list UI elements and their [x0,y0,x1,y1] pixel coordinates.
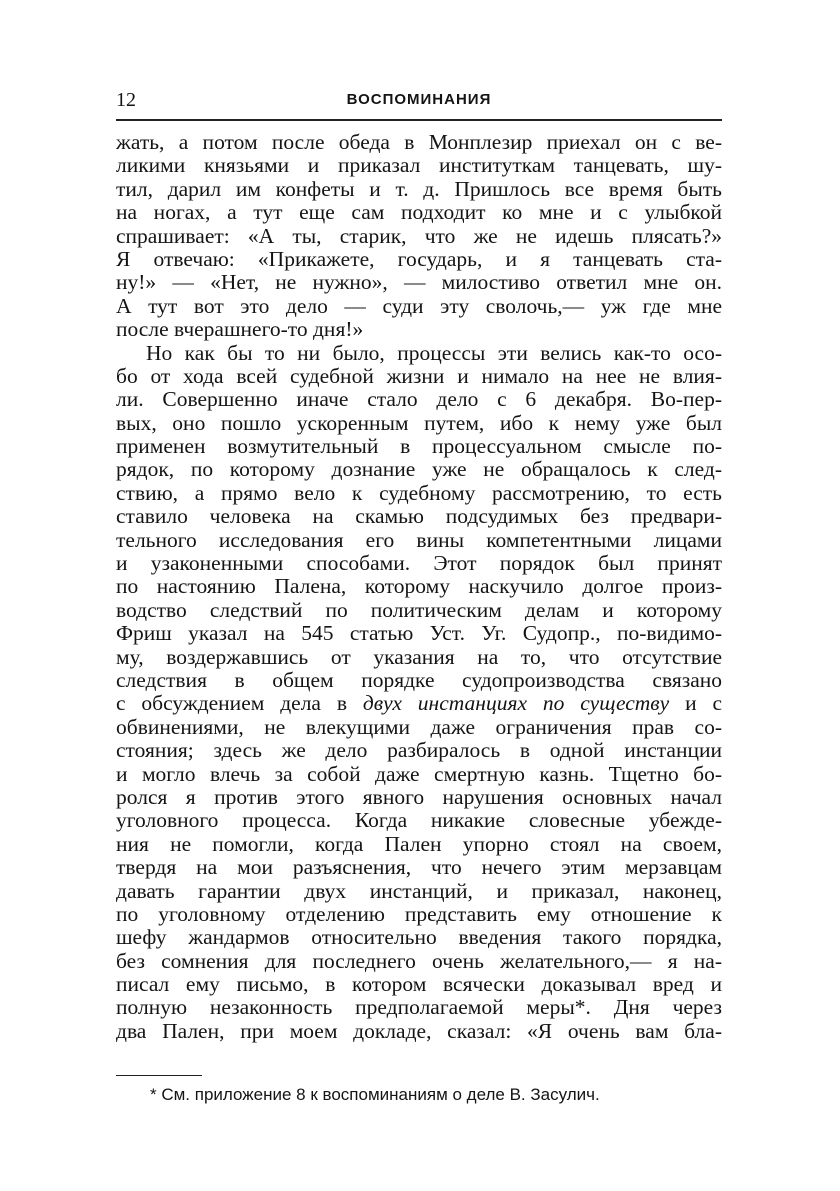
text-line: полную незаконность предполагаемой меры*. Дня через [116,995,722,1020]
text-line: вых, оно пошло ускоренным путем, ибо к нему уже был [116,410,722,435]
text-line: обвинениями, не влекущими даже ограничения прав со- [116,714,722,739]
text-line: ну!» — «Нет, не нужно», — милостиво ответил мне он. [116,270,722,295]
text-line: по уголовному отделению представить ему отношение к [116,901,722,926]
text-line: ролся я против этого явного нарушения основных начал [116,784,722,809]
running-title: ВОСПОМИНАНИЯ [346,91,492,108]
text-line: давать гарантии двух инстанций, и приказал, наконец, [116,878,722,903]
text-line: шефу жандармов относительно введения такого порядка, [116,925,722,950]
text-line: А тут вот это дело — суди эту сволочь,— уж где мне [116,293,722,318]
text-line: писал ему письмо, в котором всячески доказывал вред и [116,972,722,997]
text-line: спрашивает: «А ты, старик, что же не идешь плясать?» [116,223,722,248]
text-line: на ногах, а тут еще сам подходит ко мне и с улыбкой [116,200,722,225]
paragraph-start-line: Но как бы то ни было, процессы эти велись как-то осо- [146,340,722,365]
text-line: Фриш указал на 545 статью Уст. Уг. Судопр., по-видимо- [116,621,722,646]
text-line: с обсуждением дела в двух инстанциях по существу и с [116,691,723,716]
body-text [116,131,722,1043]
text-line: тельного исследования его вины компетентными лицами [116,527,722,552]
text-line: два Пален, при моем докладе, сказал: «Я очень вам бла- [116,1018,722,1043]
page-header [116,88,722,114]
text-line: и могло влечь за собой даже смертную казнь. Тщетно бо- [116,761,722,786]
text-line: стояния; здесь же дело разбиралось в одной инстанции [116,738,722,763]
text-line: после вчерашнего-то дня!» [116,317,364,342]
text-line: следствия в общем порядке судопроизводства связано [116,667,722,692]
text-line: тил, дарил им конфеты и т. д. Пришлось все время быть [116,176,722,201]
text-line: ния не помогли, когда Пален упорно стоял на своем, [116,831,722,856]
header-rule [116,119,722,121]
text-line: ствию, а прямо вело к судебному рассмотрению, то есть [116,480,722,505]
text-line: ставило человека на скамью подсудимых без предвари- [116,504,722,529]
text-line: без сомнения для последнего очень желательного,— я на- [116,948,722,973]
text-line: водство следствий по политическим делам и которому [116,597,722,622]
text-line: твердя на мои разъяснения, что нечего этим мерзавцам [116,855,722,880]
text-line: ликими князьями и приказал институткам танцевать, шу- [116,153,722,178]
text-line: рядок, по которому дознание уже не обращалось к след- [116,457,722,482]
footnote-rule [116,1075,202,1076]
text-line: бо от хода всей судебной жизни и нимало на нее не влия- [116,363,722,388]
text-line: применен возмутительный в процессуальном смысле по- [116,434,722,459]
emphasized-phrase: двух инстанциях по существу [362,691,670,716]
page-number: 12 [116,89,136,111]
text-line: ли. Совершенно иначе стало дело с 6 декабря. Во-пер- [116,387,722,412]
text-line: Я отвечаю: «Прикажете, государь, и я танцевать ста- [116,246,722,271]
text-line: жать, а потом после обеда в Монплезир приехал он с ве- [116,130,722,154]
footnote: * См. приложение 8 к воспоминаниям о деле В. Засулич. [150,1085,600,1104]
text-line: по настоянию Палена, которому наскучило долгое произ- [116,574,722,599]
text-line: му, воздержавшись от указания на то, что отсутствие [116,644,722,669]
text-line: и узаконенными способами. Этот порядок был принят [116,551,722,576]
text-line: уголовного процесса. Когда никакие словесные убежде- [116,808,722,833]
